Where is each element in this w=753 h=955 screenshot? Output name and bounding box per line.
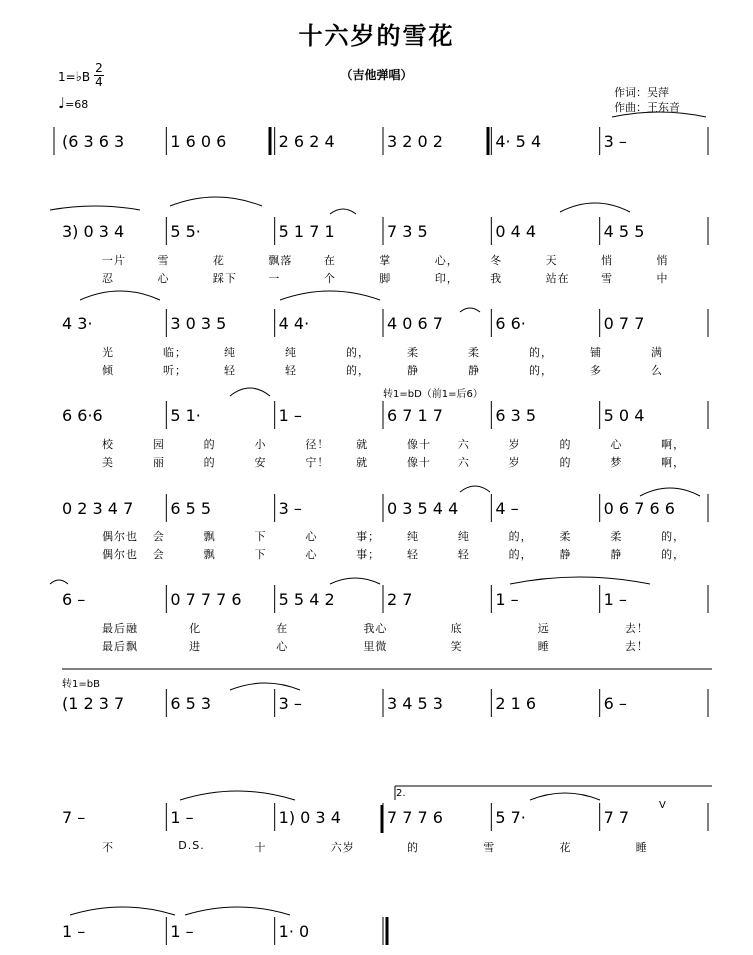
volta-2-label: 2. xyxy=(396,788,406,799)
measure-row4-2: 5 1· xyxy=(170,406,201,425)
lyric-r6b-4: 笑 xyxy=(450,640,463,653)
lyric-r5b-11: 的， xyxy=(661,548,686,561)
measure-row4-6: 5 0 4 xyxy=(603,406,645,425)
measure-row4-3: 1 – xyxy=(278,406,302,425)
lyric-r4a-8: 岁 xyxy=(508,438,521,451)
slur xyxy=(50,206,140,210)
measure-row4-4: 6 7 1 7 xyxy=(387,406,443,425)
lyric-r2a-3: 飘落 xyxy=(268,254,293,267)
lyric-r2b-9: 雪 xyxy=(601,272,614,285)
lyric-r4b-2: 的 xyxy=(203,456,216,469)
slur xyxy=(80,291,160,300)
lyric-r6b-2: 心 xyxy=(276,640,289,653)
flat-sign: ♭ xyxy=(75,70,82,85)
slur xyxy=(612,112,706,117)
lyric-r3a-1: 临； xyxy=(163,346,187,359)
lyric-r2a-4: 在 xyxy=(323,254,336,267)
lyric-r2a-2: 花 xyxy=(212,254,225,267)
lyric-r4a-9: 的 xyxy=(559,438,572,451)
lyric-r5a-9: 柔 xyxy=(559,530,572,543)
lyric-r4a-11: 啊， xyxy=(661,438,686,451)
slur xyxy=(230,388,270,396)
tempo-value: =68 xyxy=(65,98,89,111)
key-note: B xyxy=(81,70,91,84)
time-numerator: 2 xyxy=(95,61,103,75)
lyric-r5b-0: 偶尔也 xyxy=(102,548,138,561)
lyric-r4b-0: 美 xyxy=(102,456,114,469)
lyric-r6a-3: 我心 xyxy=(363,622,388,635)
lyric-r4a-7: 六 xyxy=(457,438,470,451)
lyric-r6a-6: 去！ xyxy=(624,622,649,635)
measure-row7-2: 6 5 3 xyxy=(170,694,212,713)
lyric-r4a-0: 校 xyxy=(102,438,114,451)
lyric-r2b-5: 脚 xyxy=(379,272,392,285)
measure-row7-3: 3 – xyxy=(278,694,302,713)
slur xyxy=(70,907,175,915)
lyric-r4b-5: 就 xyxy=(356,456,369,469)
lyric-r6a-4: 底 xyxy=(450,622,463,635)
measure-row6-2: 0 7 7 7 6 xyxy=(170,590,242,609)
lyric-r4b-7: 六 xyxy=(457,456,470,469)
measure-row5-4: 0 3 5 4 4 xyxy=(387,499,459,518)
lyric-r8-7: 睡 xyxy=(635,841,648,854)
lyric-r3b-0: 倾 xyxy=(102,364,114,377)
slur xyxy=(330,209,356,214)
measure-row2-5: 0 4 4 xyxy=(495,222,537,241)
lyric-r4a-10: 心 xyxy=(610,438,623,451)
measure-row6-5: 1 – xyxy=(495,590,519,609)
lyric-r2b-2: 踩下 xyxy=(212,272,237,285)
lyric-r3b-1: 听； xyxy=(163,364,187,377)
measure-row7-4: 3 4 5 3 xyxy=(387,694,443,713)
lyric-r5a-5: 事； xyxy=(356,530,381,543)
measure-row3-1: 4 3· xyxy=(62,314,93,333)
measure-row1-5: 4· 5 4 xyxy=(495,132,542,151)
page-subtitle: （吉他弹唱） xyxy=(340,68,413,82)
lyric-r3a-9: 满 xyxy=(651,346,663,359)
slur xyxy=(180,791,295,800)
measure-row8-3: 1) 0 3 4 xyxy=(278,808,341,827)
composer: 作曲：王东音 xyxy=(614,101,680,114)
measure-row6-4: 2 7 xyxy=(387,590,413,609)
measure-row5-2: 6 5 5 xyxy=(170,499,212,518)
lyric-r2a-6: 心， xyxy=(434,254,459,267)
lyric-r8-3: 六岁 xyxy=(330,841,355,854)
lyric-r2b-1: 心 xyxy=(157,272,170,285)
measure-row6-3: 5 5 4 2 xyxy=(278,590,335,609)
lyric-r6b-1: 进 xyxy=(189,640,202,653)
lyric-r5b-6: 轻 xyxy=(407,548,419,561)
lyric-r6a-1: 化 xyxy=(189,622,202,635)
measure-row3-4: 4 0 6 7 xyxy=(387,314,443,333)
measure-row7-5: 2 1 6 xyxy=(495,694,537,713)
lyric-r8-6: 花 xyxy=(559,841,572,854)
lyric-r6b-6: 去！ xyxy=(624,640,649,653)
lyric-r2b-7: 我 xyxy=(490,272,503,285)
measure-row8-6: 7 7 xyxy=(603,808,630,827)
lyric-r3b-4: 的， xyxy=(346,364,370,377)
measure-row4-1: 6 6·6 xyxy=(62,406,103,425)
measure-row1-2: 1 6 0 6 xyxy=(170,132,227,151)
lyric-r2b-8: 站在 xyxy=(545,272,570,285)
lyric-r4a-6: 像十 xyxy=(407,438,431,451)
measure-row3-6: 0 7 7 xyxy=(603,314,645,333)
lyric-r4a-3: 小 xyxy=(254,438,267,451)
lyric-r3a-7: 的， xyxy=(529,346,553,359)
lyric-r8-2: 十 xyxy=(254,841,267,854)
lyric-r5a-3: 下 xyxy=(254,530,267,543)
lyric-r5b-7: 轻 xyxy=(457,548,470,561)
lyric-r2a-8: 天 xyxy=(545,254,558,267)
measure-row5-3: 3 – xyxy=(278,499,302,518)
lyric-r4a-4: 径！ xyxy=(305,438,330,451)
slur xyxy=(185,907,290,915)
measure-row5-5: 4 – xyxy=(495,499,519,518)
measure-row1-4: 3 2 0 2 xyxy=(387,132,443,151)
lyric-r3b-9: 么 xyxy=(651,364,663,377)
key-prefix: 1= xyxy=(58,70,76,84)
lyric-r5b-9: 静 xyxy=(559,548,572,561)
measure-row8-1: 7 – xyxy=(62,808,86,827)
breath-mark: V xyxy=(659,800,666,811)
slur xyxy=(230,683,300,690)
slur xyxy=(530,793,600,800)
measure-row9-3: 1· 0 xyxy=(278,922,310,941)
measure-row3-5: 6 6· xyxy=(495,314,526,333)
measure-row7-6: 6 – xyxy=(603,694,627,713)
modulation-mark: 转1=bD（前1=后6） xyxy=(383,389,483,400)
page-title: 十六岁的雪花 xyxy=(298,22,455,50)
lyric-r4a-1: 园 xyxy=(152,438,165,451)
measure-row5-1: 0 2 3 4 7 xyxy=(62,499,134,518)
measure-row5-6: 0 6 7 6 6 xyxy=(603,499,675,518)
measure-row4-5: 6 3 5 xyxy=(495,406,537,425)
lyric-r5b-3: 下 xyxy=(254,548,267,561)
lyric-r6a-5: 远 xyxy=(537,622,550,635)
measure-row9-2: 1 – xyxy=(170,922,194,941)
measure-row2-4: 7 3 5 xyxy=(387,222,428,241)
lyric-r5a-7: 纯 xyxy=(457,530,470,543)
lyric-r2a-5: 掌 xyxy=(379,254,392,267)
measure-row8-5: 5 7· xyxy=(495,808,526,827)
lyric-r3b-8: 多 xyxy=(590,364,602,377)
lyric-r2a-10: 悄 xyxy=(656,254,669,267)
measure-row6-1: 6 – xyxy=(62,590,86,609)
slur xyxy=(560,203,630,212)
measure-row2-3: 5 1 7 1 xyxy=(278,222,335,241)
lyric-r4b-9: 的 xyxy=(559,456,572,469)
lyric-r4b-10: 梦 xyxy=(610,456,623,469)
lyric-r5a-6: 纯 xyxy=(407,530,419,543)
lyric-r3a-6: 柔 xyxy=(468,346,480,359)
lyric-r5b-5: 事； xyxy=(356,548,381,561)
lyric-r5a-2: 飘 xyxy=(203,530,216,543)
lyric-r5a-10: 柔 xyxy=(610,530,623,543)
lyric-r3b-6: 静 xyxy=(468,364,480,377)
lyric-r2b-6: 印， xyxy=(434,272,459,285)
slur xyxy=(280,291,380,300)
measure-row8-2: 1 – xyxy=(170,808,194,827)
lyric-r5b-4: 心 xyxy=(305,548,318,561)
measure-row1-6: 3 – xyxy=(603,132,627,151)
lyric-r5b-8: 的， xyxy=(508,548,533,561)
lyric-r5a-4: 心 xyxy=(305,530,318,543)
measure-row3-3: 4 4· xyxy=(278,314,310,333)
lyric-r5a-11: 的， xyxy=(661,530,686,543)
lyric-r2b-4: 个 xyxy=(323,272,336,285)
measure-row6-6: 1 – xyxy=(603,590,627,609)
lyric-r4b-6: 像十 xyxy=(407,456,431,469)
measure-row9-1: 1 – xyxy=(62,922,86,941)
lyric-r6a-2: 在 xyxy=(276,622,289,635)
lyric-r6b-5: 睡 xyxy=(537,640,550,653)
lyric-r8-5: 雪 xyxy=(483,841,496,854)
measure-row1-1: (6 3 6 3 xyxy=(62,132,125,151)
lyric-r2b-3: 一 xyxy=(268,272,281,285)
lyric-r8-4: 的 xyxy=(407,841,419,854)
lyric-r2a-9: 悄 xyxy=(601,254,614,267)
slur xyxy=(640,488,700,496)
lyric-r4a-5: 就 xyxy=(356,438,369,451)
time-denominator: 4 xyxy=(95,75,103,89)
measure-row2-1: 3) 0 3 4 xyxy=(62,222,125,241)
lyric-r4a-2: 的 xyxy=(203,438,216,451)
measure-row3-2: 3 0 3 5 xyxy=(170,314,227,333)
slur xyxy=(510,577,650,584)
lyric-r5b-1: 会 xyxy=(152,548,165,561)
quarter-note-icon: ♩ xyxy=(58,94,66,112)
measure-row7-1: (1 2 3 7 xyxy=(62,694,125,713)
lyric-r3b-5: 静 xyxy=(407,364,419,377)
lyric-r5b-2: 飘 xyxy=(203,548,216,561)
lyric-r5a-0: 偶尔也 xyxy=(102,530,138,543)
lyric-r5a-8: 的， xyxy=(508,530,533,543)
lyric-r6b-0: 最后飘 xyxy=(102,640,138,653)
lyric-r3a-3: 纯 xyxy=(285,346,297,359)
lyric-r3b-3: 轻 xyxy=(285,364,297,377)
lyric-r2a-7: 冬 xyxy=(490,254,503,267)
lyric-r3a-8: 铺 xyxy=(590,346,602,359)
slur xyxy=(50,580,68,584)
slur xyxy=(170,197,262,206)
lyricist: 作词：吴萍 xyxy=(614,86,669,99)
measure-row2-6: 4 5 5 xyxy=(603,222,645,241)
lyric-r2a-1: 雪 xyxy=(157,254,170,267)
lyric-r5a-1: 会 xyxy=(152,530,165,543)
lyric-r6a-0: 最后融 xyxy=(102,622,138,635)
lyric-r3b-7: 的， xyxy=(529,364,553,377)
lyric-r4b-8: 岁 xyxy=(508,456,521,469)
lyric-r3a-0: 光 xyxy=(102,346,114,359)
lyric-r3a-4: 的， xyxy=(346,346,370,359)
measure-row1-3: 2 6 2 4 xyxy=(278,132,335,151)
lyric-r2b-10: 中 xyxy=(656,272,669,285)
lyric-r2b-0: 忍 xyxy=(102,272,114,285)
lyric-r2a-0: 一片 xyxy=(102,254,126,267)
lyric-r3a-2: 纯 xyxy=(224,346,236,359)
measure-row2-2: 5 5· xyxy=(170,222,201,241)
measure-row8-4: 7 7 7 6 xyxy=(387,808,443,827)
lyric-r4b-11: 啊， xyxy=(661,456,686,469)
slur xyxy=(330,578,380,584)
lyric-r6b-3: 里微 xyxy=(363,640,388,653)
slur xyxy=(460,486,490,492)
lyric-r4b-3: 安 xyxy=(254,456,267,469)
lyric-r8-0: 不 xyxy=(102,841,114,854)
lyric-r4b-4: 宁！ xyxy=(305,456,330,469)
lyric-r3b-2: 轻 xyxy=(224,364,236,377)
slur xyxy=(460,308,480,312)
lyric-r3a-5: 柔 xyxy=(407,346,419,359)
modulation-back-mark: 转1=bB xyxy=(62,679,100,690)
lyric-r8-1: D.S. xyxy=(178,839,205,852)
lyric-r5b-10: 静 xyxy=(610,548,623,561)
lyric-r4b-1: 丽 xyxy=(152,456,165,469)
